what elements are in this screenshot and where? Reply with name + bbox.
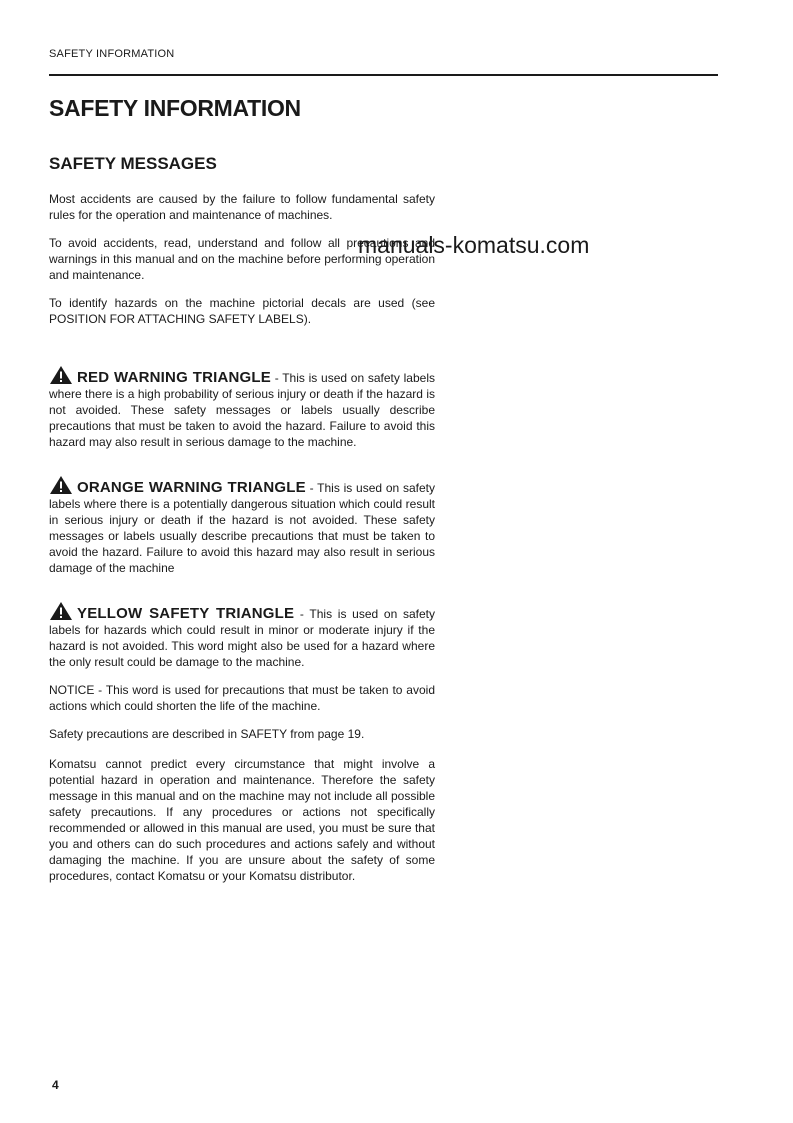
notice-paragraph: NOTICE - This word is used for precautions that must be taken to avoid actions which could shorten the life of the machine. xyxy=(49,683,435,713)
watermark-text: manuals-komatsu.com xyxy=(358,232,590,258)
paragraph-accidents: Most accidents are caused by the failure to follow fundamental safety rules for the operation and maintenance of machines. xyxy=(49,192,435,222)
header-rule xyxy=(49,74,718,76)
yellow-triangle-text: - This is used on safety labels for hazards which could result in minor or moderate injury if the hazard is not avoided. This word might also be used for a hazard where the only result could be damage to the machine. xyxy=(49,607,435,669)
yellow-triangle-heading: YELLOW SAFETY TRIANGLE xyxy=(77,605,295,622)
content-column xyxy=(49,191,435,896)
page-title: SAFETY INFORMATION xyxy=(49,95,301,121)
running-header: SAFETY INFORMATION xyxy=(49,48,175,60)
page-number: 4 xyxy=(52,1078,59,1092)
orange-triangle-text: - This is used on safety labels where there is a potentially dangerous situation which could result in serious injury or death if the hazard is not avoided. These safety messages or labels usually describe precautions that must be taken to avoid the hazard. Failure to avoid this hazard may also result in serious damage of the machine xyxy=(49,481,435,575)
warning-triangle-icon xyxy=(49,475,73,495)
precautions-paragraph: Safety precautions are described in SAFETY from page 19. xyxy=(49,727,365,741)
red-triangle-text: - This is used on safety labels where there is a high probability of serious injury or death if the hazard is not avoided. These safety messages or labels usually describe precautions that must be taken to avoid the hazard. Failure to avoid this hazard may also result in serious damage to the machine. xyxy=(49,371,435,449)
yellow-triangle-paragraph xyxy=(49,601,435,670)
warning-triangle-icon xyxy=(49,365,73,385)
orange-triangle-heading: ORANGE WARNING TRIANGLE xyxy=(77,479,306,496)
red-triangle-paragraph xyxy=(49,349,435,450)
red-triangle-heading: RED WARNING TRIANGLE xyxy=(77,369,271,386)
paragraph-pictorial-decals: To identify hazards on the machine pictorial decals are used (see POSITION FOR ATTACHING SAFETY LABELS). xyxy=(49,296,435,326)
section-title: SAFETY MESSAGES xyxy=(49,154,217,173)
komatsu-paragraph: Komatsu cannot predict every circumstance that might involve a potential hazard in operation and maintenance. Therefore the safety message in this manual and on the machine may not include all possible safety precautions. If any procedures or actions not specifically recommended or allowed in this manual are used, you must be sure that you and others can do such procedures and actions safely and without damaging the machine. If you are unsure about the safety of some procedures, contact Komatsu or your Komatsu distributor. xyxy=(49,757,435,883)
warning-triangle-icon xyxy=(49,601,73,621)
paragraph-avoid-accidents: To avoid accidents, read, understand and follow all precautions and warnings in this manual and on the machine before performing operation and maintenance. xyxy=(49,236,435,282)
orange-triangle-paragraph xyxy=(49,475,435,576)
